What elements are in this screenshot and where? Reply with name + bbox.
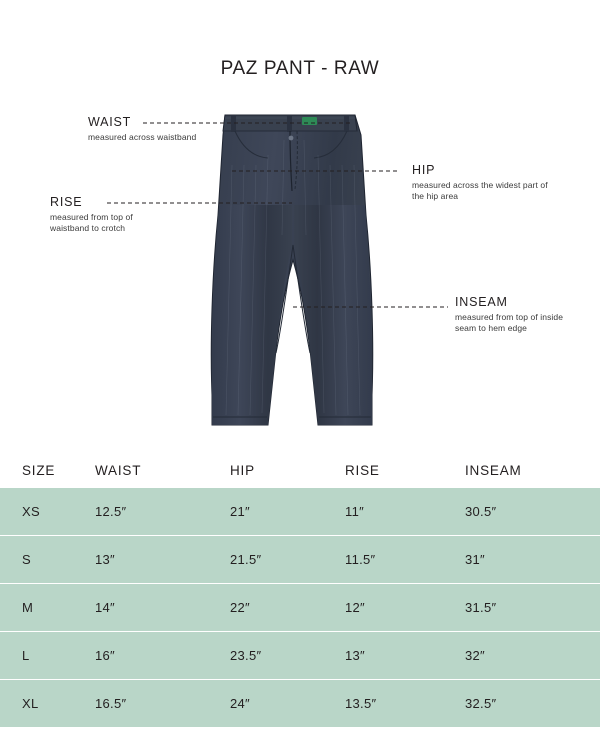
- annotation-inseam-description: measured from top of inside seam to hem edge: [455, 312, 564, 334]
- pant-diagram-svg: [0, 95, 600, 445]
- column-header-hip: HIP: [230, 462, 255, 478]
- table-row: [0, 488, 600, 536]
- annotation-waist-description: measured across waistband: [88, 132, 197, 142]
- annotation-rise-label: RISE: [50, 195, 83, 209]
- cell-waist: 16″: [95, 648, 115, 663]
- column-header-rise: RISE: [345, 462, 380, 478]
- annotation-waist: [88, 115, 198, 143]
- cell-rise: 11.5″: [345, 552, 376, 567]
- annotation-rise: [50, 195, 170, 235]
- cell-waist: 16.5″: [95, 696, 127, 711]
- cell-waist: 12.5″: [95, 504, 127, 519]
- cell-size: XL: [22, 696, 39, 711]
- cell-inseam: 32″: [465, 648, 485, 663]
- pant-illustration-area: [0, 95, 600, 445]
- table-row: [0, 632, 600, 680]
- cell-inseam: 32.5″: [465, 696, 497, 711]
- cell-hip: 21″: [230, 504, 250, 519]
- cell-hip: 22″: [230, 600, 250, 615]
- annotation-waist-label: WAIST: [88, 115, 132, 129]
- cell-rise: 13.5″: [345, 696, 377, 711]
- annotation-hip-description: measured across the widest part of the hip area: [412, 180, 548, 202]
- cell-inseam: 30.5″: [465, 504, 497, 519]
- cell-size: M: [22, 600, 34, 615]
- cell-hip: 21.5″: [230, 552, 262, 567]
- column-header-waist: WAIST: [95, 462, 142, 478]
- cell-waist: 14″: [95, 600, 115, 615]
- table-header-row: [0, 452, 600, 488]
- annotation-inseam: [455, 295, 585, 335]
- pants-shape: [211, 115, 373, 425]
- cell-rise: 11″: [345, 504, 364, 519]
- table-row: [0, 536, 600, 584]
- cell-rise: 13″: [345, 648, 365, 663]
- cell-hip: 23.5″: [230, 648, 262, 663]
- cell-hip: 24″: [230, 696, 250, 711]
- cell-size: S: [22, 552, 31, 567]
- size-table: [0, 452, 600, 728]
- cell-size: L: [22, 648, 30, 663]
- table-row: [0, 680, 600, 728]
- annotation-rise-description: measured from top of waistband to crotch: [50, 212, 133, 234]
- column-header-size: SIZE: [22, 462, 56, 478]
- annotation-inseam-label: INSEAM: [455, 295, 508, 309]
- cell-waist: 13″: [95, 552, 115, 567]
- annotation-hip: [412, 163, 552, 203]
- cell-rise: 12″: [345, 600, 365, 615]
- column-header-inseam: INSEAM: [465, 462, 522, 478]
- cell-inseam: 31″: [465, 552, 485, 567]
- cell-size: XS: [22, 504, 40, 519]
- cell-inseam: 31.5″: [465, 600, 497, 615]
- annotation-hip-label: HIP: [412, 163, 436, 177]
- page-title: PAZ PANT - RAW: [220, 58, 380, 79]
- table-row: [0, 584, 600, 632]
